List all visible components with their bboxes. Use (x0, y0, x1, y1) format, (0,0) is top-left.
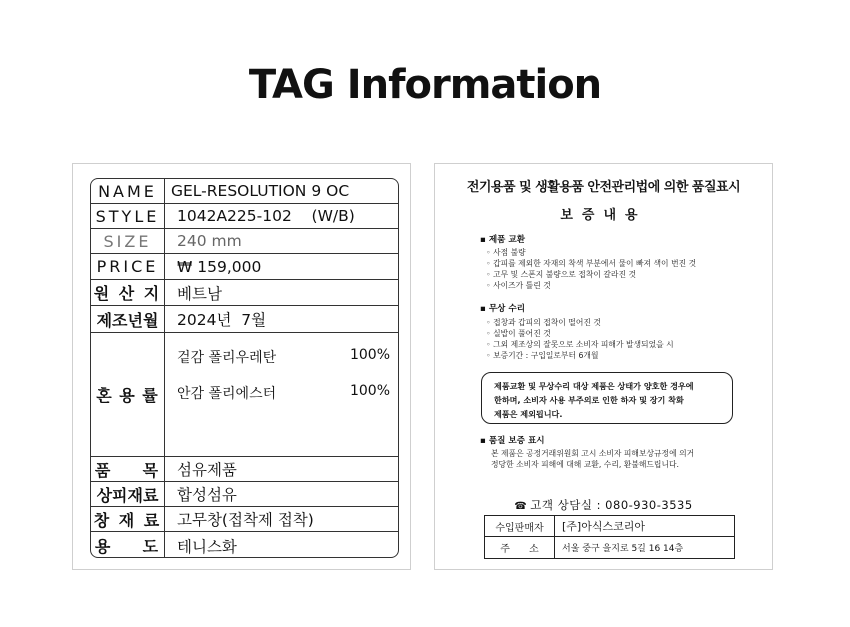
tag-value-mfg-date: 2024년 7월 (177, 311, 267, 329)
tag-row-origin (91, 280, 398, 306)
repair-item: ◦ 접창과 갑피의 접착이 떨어진 것 (486, 318, 601, 327)
exchange-heading: ▪ 제품 교환 (480, 235, 526, 245)
tag-label-name: NAME (91, 179, 165, 203)
tag-value-use: 테니스화 (177, 537, 237, 556)
repair-heading: ▪ 무상 수리 (480, 304, 526, 314)
tag-row-price (91, 254, 398, 280)
tag-value-upper: 합성섬유 (177, 486, 237, 504)
tag-label-size: SIZE (91, 229, 165, 253)
notice-line: 한하며, 소비자 사용 부주의로 인한 하자 및 장기 착화 (494, 395, 684, 405)
fiber-line-outer (177, 347, 390, 367)
importer-label: 수입판매자 (485, 516, 555, 536)
warranty-notice-box (481, 372, 733, 424)
tag-row-size (91, 229, 398, 254)
quality-label-title: 전기용품 및 생활용품 안전관리법에 의한 품질표시 (466, 180, 741, 195)
fiber-line-inner (177, 383, 390, 403)
tag-row-item (91, 457, 398, 482)
tag-value-size: 240 mm (177, 232, 242, 250)
guarantee-heading: ▪ 품질 보증 표시 (480, 436, 545, 446)
tag-label-origin: 원 산 지 (91, 280, 165, 305)
tag-label-price: PRICE (91, 254, 165, 279)
fiber-part-inner: 안감 폴리에스터 (177, 386, 277, 402)
tag-row-name (91, 179, 398, 204)
tag-label-sole: 창 재 료 (91, 507, 165, 531)
tag-row-use (91, 532, 398, 558)
tag-label-mfg-date: 제조년월 (91, 306, 165, 332)
quality-label-card (434, 163, 773, 570)
exchange-item: ◦ 고무 및 스폰지 불량으로 접착이 갈라진 것 (486, 270, 636, 279)
address-row (485, 537, 734, 558)
fiber-part-outer: 겉감 폴리우레탄 (177, 350, 277, 366)
repair-item: ◦ 그외 제조상의 잘못으로 소비자 피해가 발생되었을 시 (486, 340, 674, 349)
fiber-pct-outer: 100% (349, 347, 390, 363)
guarantee-item: 정당한 소비자 피해에 대해 교환, 수리, 환불해드립니다. (491, 460, 680, 469)
tag-row-style (91, 204, 398, 229)
product-tag-table (90, 178, 399, 558)
address-value: 서울 중구 을지로 5길 16 14층 (562, 544, 684, 554)
tag-label-use: 용 도 (91, 532, 165, 558)
guarantee-item: 본 제품은 공정거래위원회 고시 소비자 피해보상규정에 의거 (491, 449, 695, 458)
tag-row-fiber (91, 333, 398, 457)
tag-value-price: ₩ 159,000 (177, 257, 262, 276)
importer-value: [주]아식스코리아 (562, 520, 645, 533)
customer-service-line (435, 497, 772, 513)
warranty-subtitle: 보증내용 (560, 208, 647, 223)
exchange-item: ◦ 갑피를 제외한 자재의 착색 부분에서 물이 빠져 색이 번진 것 (486, 259, 697, 268)
tag-row-sole (91, 507, 398, 532)
tag-value-origin: 베트남 (177, 284, 222, 303)
tag-label-item: 품 목 (91, 457, 165, 481)
tag-row-upper (91, 482, 398, 507)
customer-service-text: 고객 상담실 : 080-930-3535 (530, 498, 693, 512)
tag-label-style: STYLE (91, 204, 165, 228)
tag-value-sole: 고무창(접착제 접착) (177, 511, 314, 529)
notice-line: 제품교환 및 무상수리 대상 제품은 상태가 양호한 경우에 (494, 381, 694, 391)
tag-row-mfg-date (91, 306, 398, 333)
page-title: TAG Information (248, 62, 602, 108)
product-tag-card (72, 163, 411, 570)
notice-line: 제품은 제외됩니다. (494, 409, 563, 419)
fiber-pct-inner: 100% (349, 383, 390, 399)
repair-item: ◦ 실밥이 풀어진 것 (486, 329, 551, 338)
tag-value-name: GEL-RESOLUTION 9 OC (171, 182, 350, 200)
importer-table (484, 515, 735, 559)
tag-label-upper: 상피재료 (91, 482, 165, 506)
repair-item: ◦ 보증기간 : 구입일로부터 6개월 (486, 351, 599, 360)
address-label: 주 소 (485, 537, 555, 558)
tag-value-item: 섬유제품 (177, 461, 237, 479)
exchange-item: ◦ 사이즈가 틀린 것 (486, 281, 551, 290)
tag-value-style: 1042A225-102 (W/B) (177, 207, 355, 225)
tag-label-fiber: 혼 용 률 (91, 333, 165, 456)
phone-icon: ☎ (514, 501, 528, 512)
exchange-item: ◦ 사점 불량 (486, 248, 526, 257)
importer-row (485, 516, 734, 537)
